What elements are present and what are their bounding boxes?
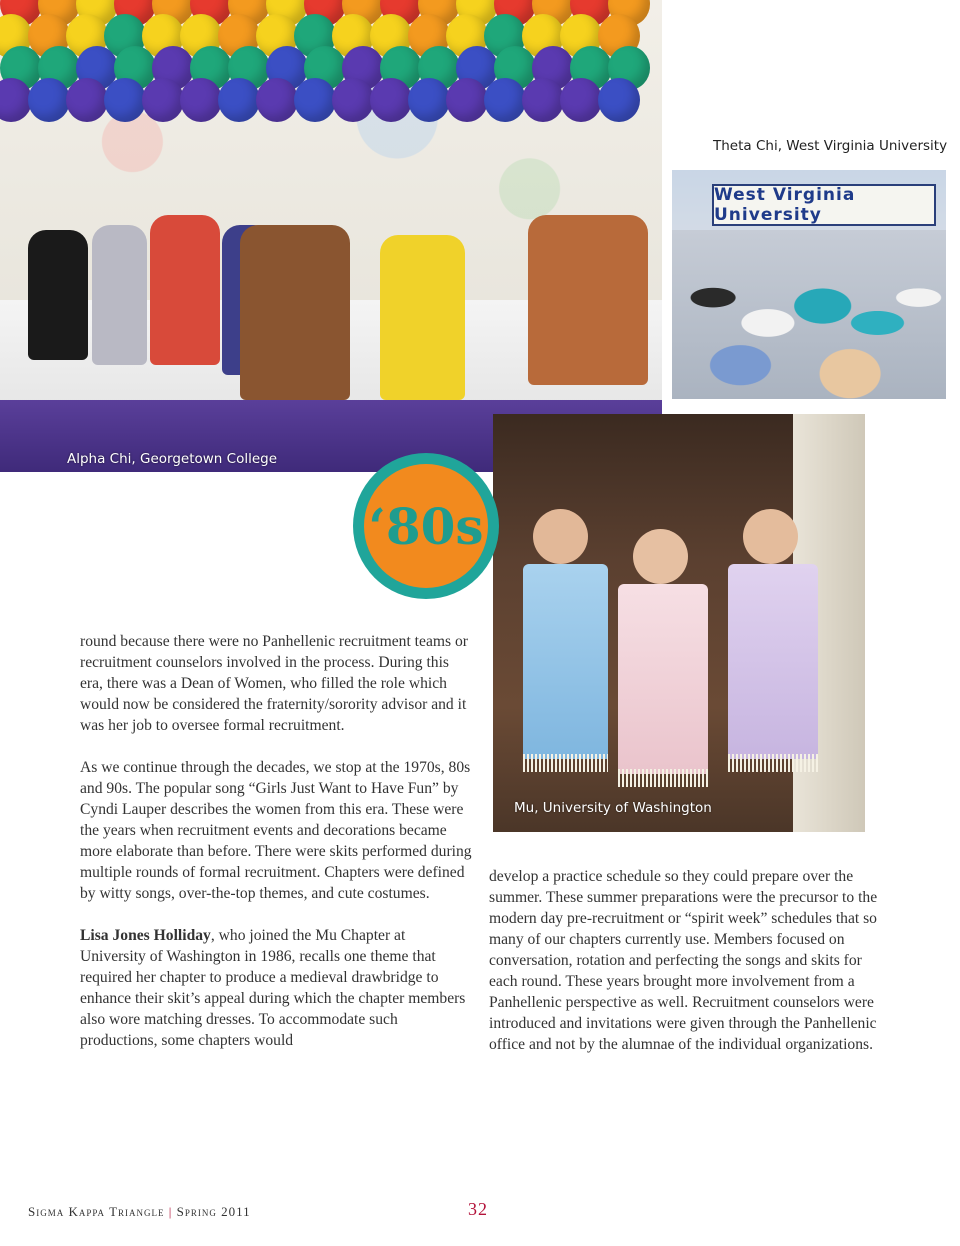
- balloon: [180, 78, 222, 122]
- balloon: [522, 78, 564, 122]
- photo-alpha-chi: [0, 0, 662, 472]
- balloon: [256, 78, 298, 122]
- article-paragraph: develop a practice schedule so they could prepare over the summer. These summer preparations were the precursor to the modern day pre-recruitment or “spirit week” schedules that so many of our chapters currently use. Members focused on conversation, rotation and perfecting the songs and skits for each round. These years brought more involvement from a Panhellenic perspective as well. Recruitment counselors were introduced and invitations were given through the Panhellenic office and not by the alumnae of the individual organizations.: [489, 868, 878, 1053]
- singer-face: [743, 509, 798, 564]
- balloon: [142, 78, 184, 122]
- article-column-right: [489, 866, 885, 1076]
- photo-theta-chi: [672, 170, 946, 399]
- balloon: [218, 78, 260, 122]
- costumed-person-witch: [28, 230, 88, 360]
- costumed-person-lion: [240, 225, 350, 400]
- dress-lavender: [728, 564, 818, 759]
- caption-alpha-chi: Alpha Chi, Georgetown College: [67, 451, 278, 467]
- balloon: [332, 78, 374, 122]
- person-name: Lisa Jones Holliday: [80, 927, 211, 944]
- singer-face: [533, 509, 588, 564]
- balloon: [370, 78, 412, 122]
- balloon: [294, 78, 336, 122]
- costumed-person-yellow: [380, 235, 465, 400]
- issue-label: Spring 2011: [176, 1204, 251, 1219]
- article-paragraph: As we continue through the decades, we stop at the 1970s, 80s and 90s. The popular song “Girls Just Want to Have Fun” by Cyndi Lauper describes the women from this era. These were the years when recruitment events and decorations became more elaborate than before. There were skits performed during multiple rounds of formal recruitment. Chapters were defined by witty songs, over-the-top themes, and cute costumes.: [80, 759, 472, 902]
- balloon: [560, 78, 602, 122]
- article-paragraph: [80, 925, 472, 1051]
- publication-name: Sigma Kappa Triangle: [28, 1204, 165, 1219]
- dress-fringe: [728, 754, 818, 772]
- dress-fringe: [618, 769, 708, 787]
- balloon: [484, 78, 526, 122]
- dress-fringe: [523, 754, 608, 772]
- caption-theta-chi: Theta Chi, West Virginia University: [713, 138, 948, 154]
- page-number: 32: [468, 1199, 488, 1219]
- decade-badge-label: ‘80s: [364, 464, 488, 588]
- dress-pink: [618, 584, 708, 774]
- article-paragraph-text: , who joined the Mu Chapter at University of Washington in 1986, recalls one theme that required her chapter to produce a medieval drawbridge to enhance their skit’s appeal during which the chapter members also wore matching dresses. To accommodate such productions, some chapters would: [80, 927, 466, 1049]
- group-of-members: [672, 230, 946, 399]
- balloon-row: [0, 78, 636, 122]
- balloon: [28, 78, 70, 122]
- costumed-person-red: [150, 215, 220, 365]
- article-column-left: [80, 631, 472, 1072]
- university-banner: West Virginia University: [712, 184, 936, 226]
- costumed-person-tinman: [92, 225, 147, 365]
- singer-face: [633, 529, 688, 584]
- footer-separator: |: [168, 1204, 173, 1219]
- footer-publication: [28, 1204, 251, 1220]
- balloon: [446, 78, 488, 122]
- article-paragraph: round because there were no Panhellenic recruitment teams or recruitment counselors involved in the process. During this era, there was a Dean of Women, who filled the role which would now be considered the fraternity/sorority advisor and it was her job to oversee formal recruitment.: [80, 633, 468, 734]
- caption-mu: Mu, University of Washington: [514, 800, 712, 816]
- photo-mu: [493, 414, 865, 832]
- costumed-person-scarecrow: [528, 215, 648, 385]
- balloon: [66, 78, 108, 122]
- dress-blue: [523, 564, 608, 759]
- decade-badge: [353, 453, 499, 599]
- balloon: [598, 78, 640, 122]
- balloon: [408, 78, 450, 122]
- balloon: [104, 78, 146, 122]
